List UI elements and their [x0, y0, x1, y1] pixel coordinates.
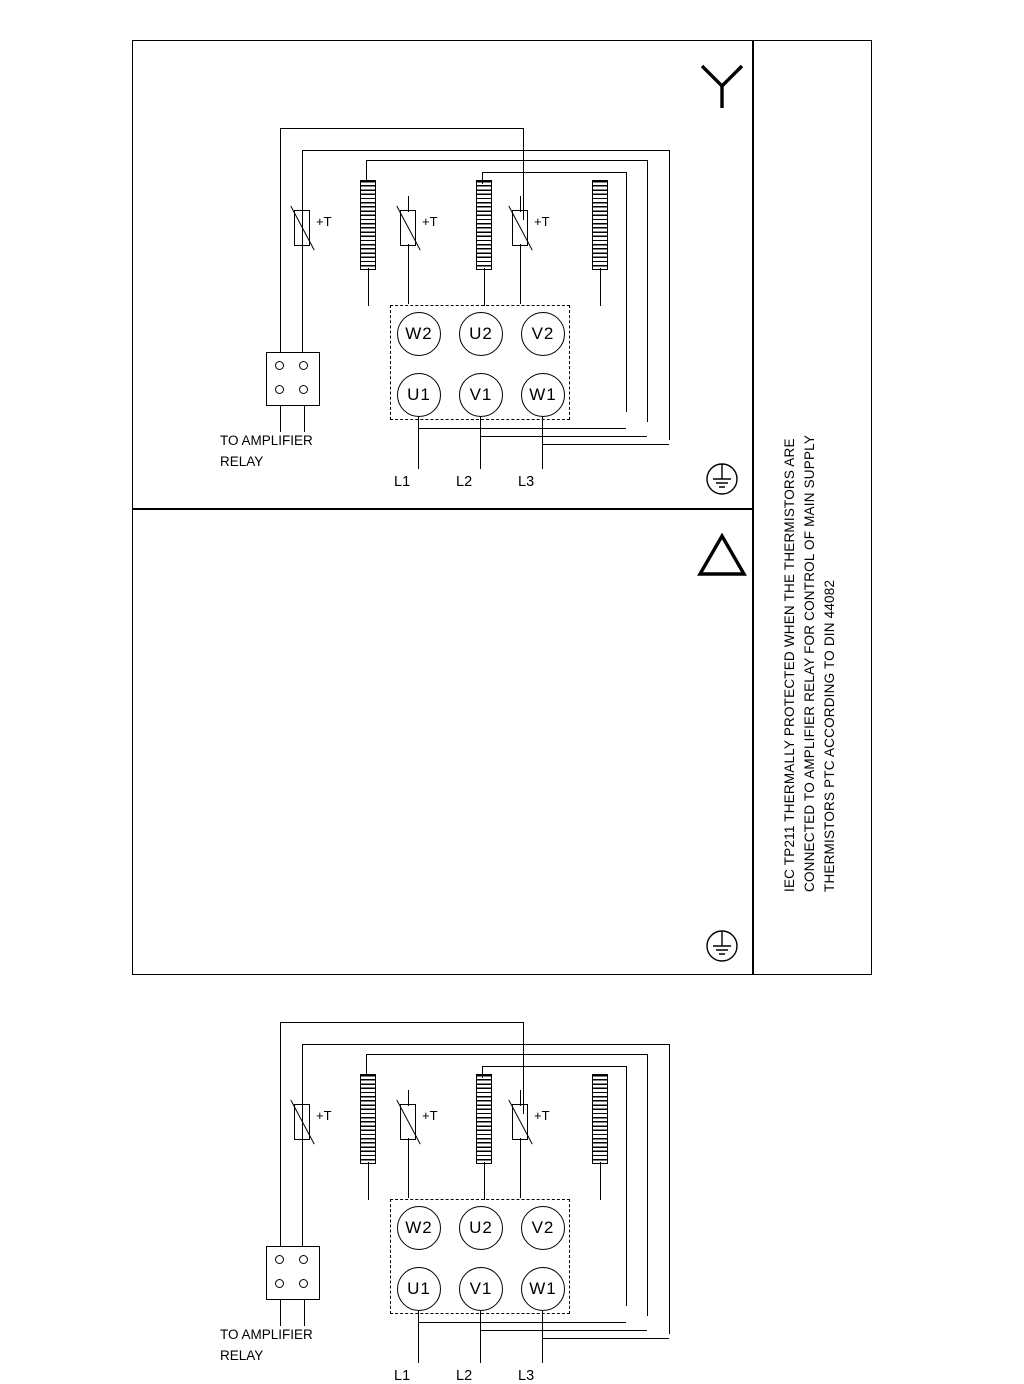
- wire: [368, 268, 369, 306]
- amplifier-connection-box[interactable]: [266, 1246, 320, 1300]
- wire: [302, 1140, 303, 1254]
- terminal-u1[interactable]: U1: [397, 1267, 441, 1311]
- terminal-v1[interactable]: V1: [459, 373, 503, 417]
- panel-delta: [0, 447, 1024, 1384]
- terminal-w2[interactable]: W2: [397, 1206, 441, 1250]
- wire: [280, 406, 281, 432]
- wire: [626, 1066, 627, 1306]
- wire: [600, 1162, 601, 1200]
- wire: [280, 246, 281, 360]
- wire: [408, 196, 409, 212]
- connector-dot: [275, 1255, 284, 1264]
- wire: [408, 1090, 409, 1106]
- winding-coil: [476, 180, 492, 270]
- terminal-u2[interactable]: U2: [459, 1206, 503, 1250]
- wire: [523, 1022, 524, 1114]
- wire: [408, 244, 409, 304]
- wire: [647, 160, 648, 422]
- winding-coil: [592, 180, 608, 270]
- terminal-u2[interactable]: U2: [459, 312, 503, 356]
- wire: [647, 1054, 648, 1316]
- wire: [484, 1162, 485, 1200]
- terminal-w1[interactable]: W1: [521, 373, 565, 417]
- terminal-w2[interactable]: W2: [397, 312, 441, 356]
- connector-dot: [275, 385, 284, 394]
- wire: [368, 1162, 369, 1200]
- connector-dot: [275, 1279, 284, 1288]
- wire: [520, 196, 521, 212]
- thermistor-label: +T: [316, 214, 332, 229]
- winding-coil: [592, 1074, 608, 1164]
- winding-coil: [360, 180, 376, 270]
- wire: [484, 268, 485, 306]
- thermistor-ptc: [400, 1104, 416, 1140]
- thermistor-label: +T: [534, 214, 550, 229]
- thermistor-label: +T: [316, 1108, 332, 1123]
- wire: [302, 1044, 670, 1045]
- thermistor-ptc: [400, 210, 416, 246]
- supply-label-l1: L1: [394, 1368, 411, 1384]
- supply-label-l2: L2: [456, 1368, 473, 1384]
- wire: [523, 128, 524, 220]
- supply-label-l3: L3: [518, 474, 535, 490]
- earth-symbol: [700, 925, 744, 967]
- connector-dot: [299, 385, 308, 394]
- wire: [480, 1330, 647, 1331]
- wire: [304, 1300, 305, 1326]
- wire: [669, 1044, 670, 1334]
- wire: [304, 406, 305, 432]
- terminal-u1[interactable]: U1: [397, 373, 441, 417]
- delta-connection-symbol: [696, 532, 748, 578]
- connector-dot: [299, 361, 308, 370]
- wire: [480, 436, 647, 437]
- supply-lead: [542, 1311, 543, 1363]
- connector-dot: [275, 361, 284, 370]
- terminal-v2[interactable]: V2: [521, 312, 565, 356]
- star-connection-symbol: [696, 60, 748, 112]
- thermistor-ptc: [512, 210, 528, 246]
- wire: [280, 1300, 281, 1326]
- wire: [542, 1338, 669, 1339]
- amplifier-label-line1: TO AMPLIFIER: [220, 1327, 313, 1342]
- wire: [482, 172, 483, 184]
- side-note-line-3: THERMISTORS PTC ACCORDING TO DIN 44082: [822, 579, 837, 892]
- amplifier-label-line2: RELAY: [220, 1348, 264, 1363]
- wire: [482, 1066, 483, 1078]
- winding-coil: [476, 1074, 492, 1164]
- wire: [669, 150, 670, 440]
- connector-dot: [299, 1255, 308, 1264]
- panel-star: [0, 0, 1024, 508]
- wire: [600, 268, 601, 306]
- supply-label-l3: L3: [518, 1368, 535, 1384]
- wire: [482, 1066, 627, 1067]
- wire: [520, 244, 521, 304]
- thermistor-ptc: [512, 1104, 528, 1140]
- supply-label-l2: L2: [456, 474, 473, 490]
- terminal-v2[interactable]: V2: [521, 1206, 565, 1250]
- wire: [408, 1138, 409, 1198]
- thermistor-label: +T: [422, 214, 438, 229]
- wire: [542, 444, 669, 445]
- connector-dot: [299, 1279, 308, 1288]
- wire: [366, 1054, 367, 1076]
- terminal-v1[interactable]: V1: [459, 1267, 503, 1311]
- wire: [366, 1054, 648, 1055]
- amplifier-connection-box[interactable]: [266, 352, 320, 406]
- terminal-w1[interactable]: W1: [521, 1267, 565, 1311]
- winding-coil: [360, 1074, 376, 1164]
- side-note-line-2: CONNECTED TO AMPLIFIER RELAY FOR CONTROL OF MAIN SUPPLY: [802, 434, 817, 892]
- thermistor-label: +T: [534, 1108, 550, 1123]
- supply-lead: [480, 1311, 481, 1363]
- wire: [302, 150, 670, 151]
- wire: [280, 1140, 281, 1254]
- wire: [366, 160, 367, 182]
- amplifier-label-line1: TO AMPLIFIER: [220, 433, 313, 448]
- thermistor-label: +T: [422, 1108, 438, 1123]
- wire: [280, 1022, 524, 1023]
- wire: [280, 128, 524, 129]
- supply-lead: [418, 1311, 419, 1363]
- wire: [302, 246, 303, 360]
- wire: [520, 1138, 521, 1198]
- side-note-line-1: IEC TP211 THERMALLY PROTECTED WHEN THE THERMISTORS ARE: [782, 438, 797, 892]
- wire: [366, 160, 648, 161]
- wire: [482, 172, 627, 173]
- supply-label-l1: L1: [394, 474, 411, 490]
- wire: [418, 428, 626, 429]
- wire: [520, 1090, 521, 1106]
- wire: [626, 172, 627, 412]
- amplifier-label-line2: RELAY: [220, 454, 264, 469]
- wire: [418, 1322, 626, 1323]
